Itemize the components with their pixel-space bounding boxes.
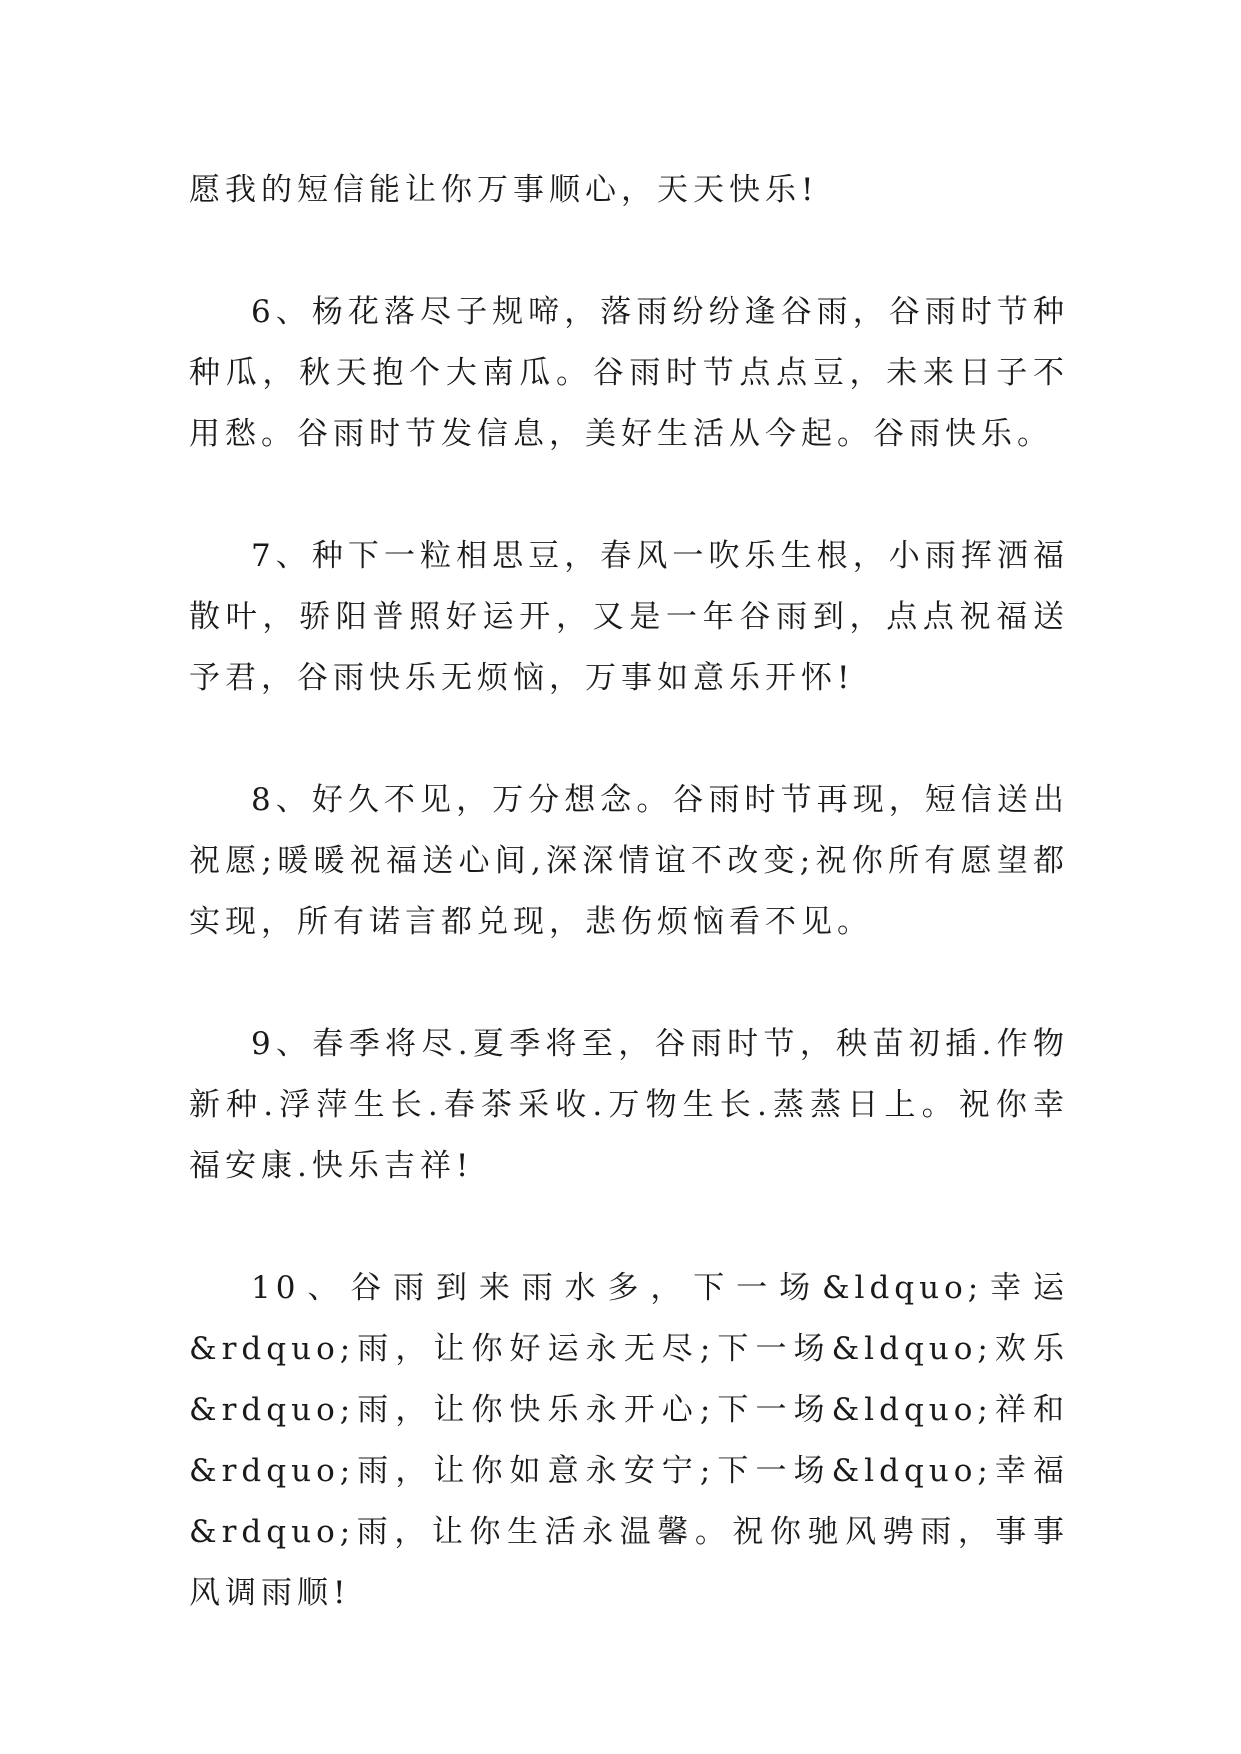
- paragraph-continuation: 愿我的短信能让你万事顺心，天天快乐!: [189, 172, 819, 208]
- document-body: [189, 160, 1069, 1685]
- paragraph-item-6: 6、杨花落尽子规啼，落雨纷纷逢谷雨，谷雨时节种种瓜，秋天抱个大南瓜。谷雨时节点点豆，未来日子不用愁。谷雨时节发信息，美好生活从今起。谷雨快乐。: [189, 294, 1069, 452]
- paragraph-item-9: 9、春季将尽.夏季将至，谷雨时节，秧苗初插.作物新种.浮萍生长.春茶采收.万物生长.蒸蒸日上。祝你幸福安康.快乐吉祥!: [189, 1026, 1069, 1184]
- paragraph-item-10: 10、谷雨到来雨水多，下一场&ldquo;幸运&rdquo;雨，让你好运永无尽;下一场&ldquo;欢乐&rdquo;雨，让你快乐永开心;下一场&ldquo;祥和&rdquo;雨，让你如意永安宁;下一场&ldquo;幸福&rdquo;雨，让你生活永温馨。祝你驰风骋雨，事事风调雨顺!: [189, 1270, 1069, 1611]
- paragraph-item-7: 7、种下一粒相思豆，春风一吹乐生根，小雨挥洒福散叶，骄阳普照好运开，又是一年谷雨到，点点祝福送予君，谷雨快乐无烦恼，万事如意乐开怀!: [189, 538, 1069, 696]
- paragraph-item-8: 8、好久不见，万分想念。谷雨时节再现，短信送出祝愿;暖暖祝福送心间,深深情谊不改变;祝你所有愿望都实现，所有诺言都兑现，悲伤烦恼看不见。: [189, 782, 1069, 940]
